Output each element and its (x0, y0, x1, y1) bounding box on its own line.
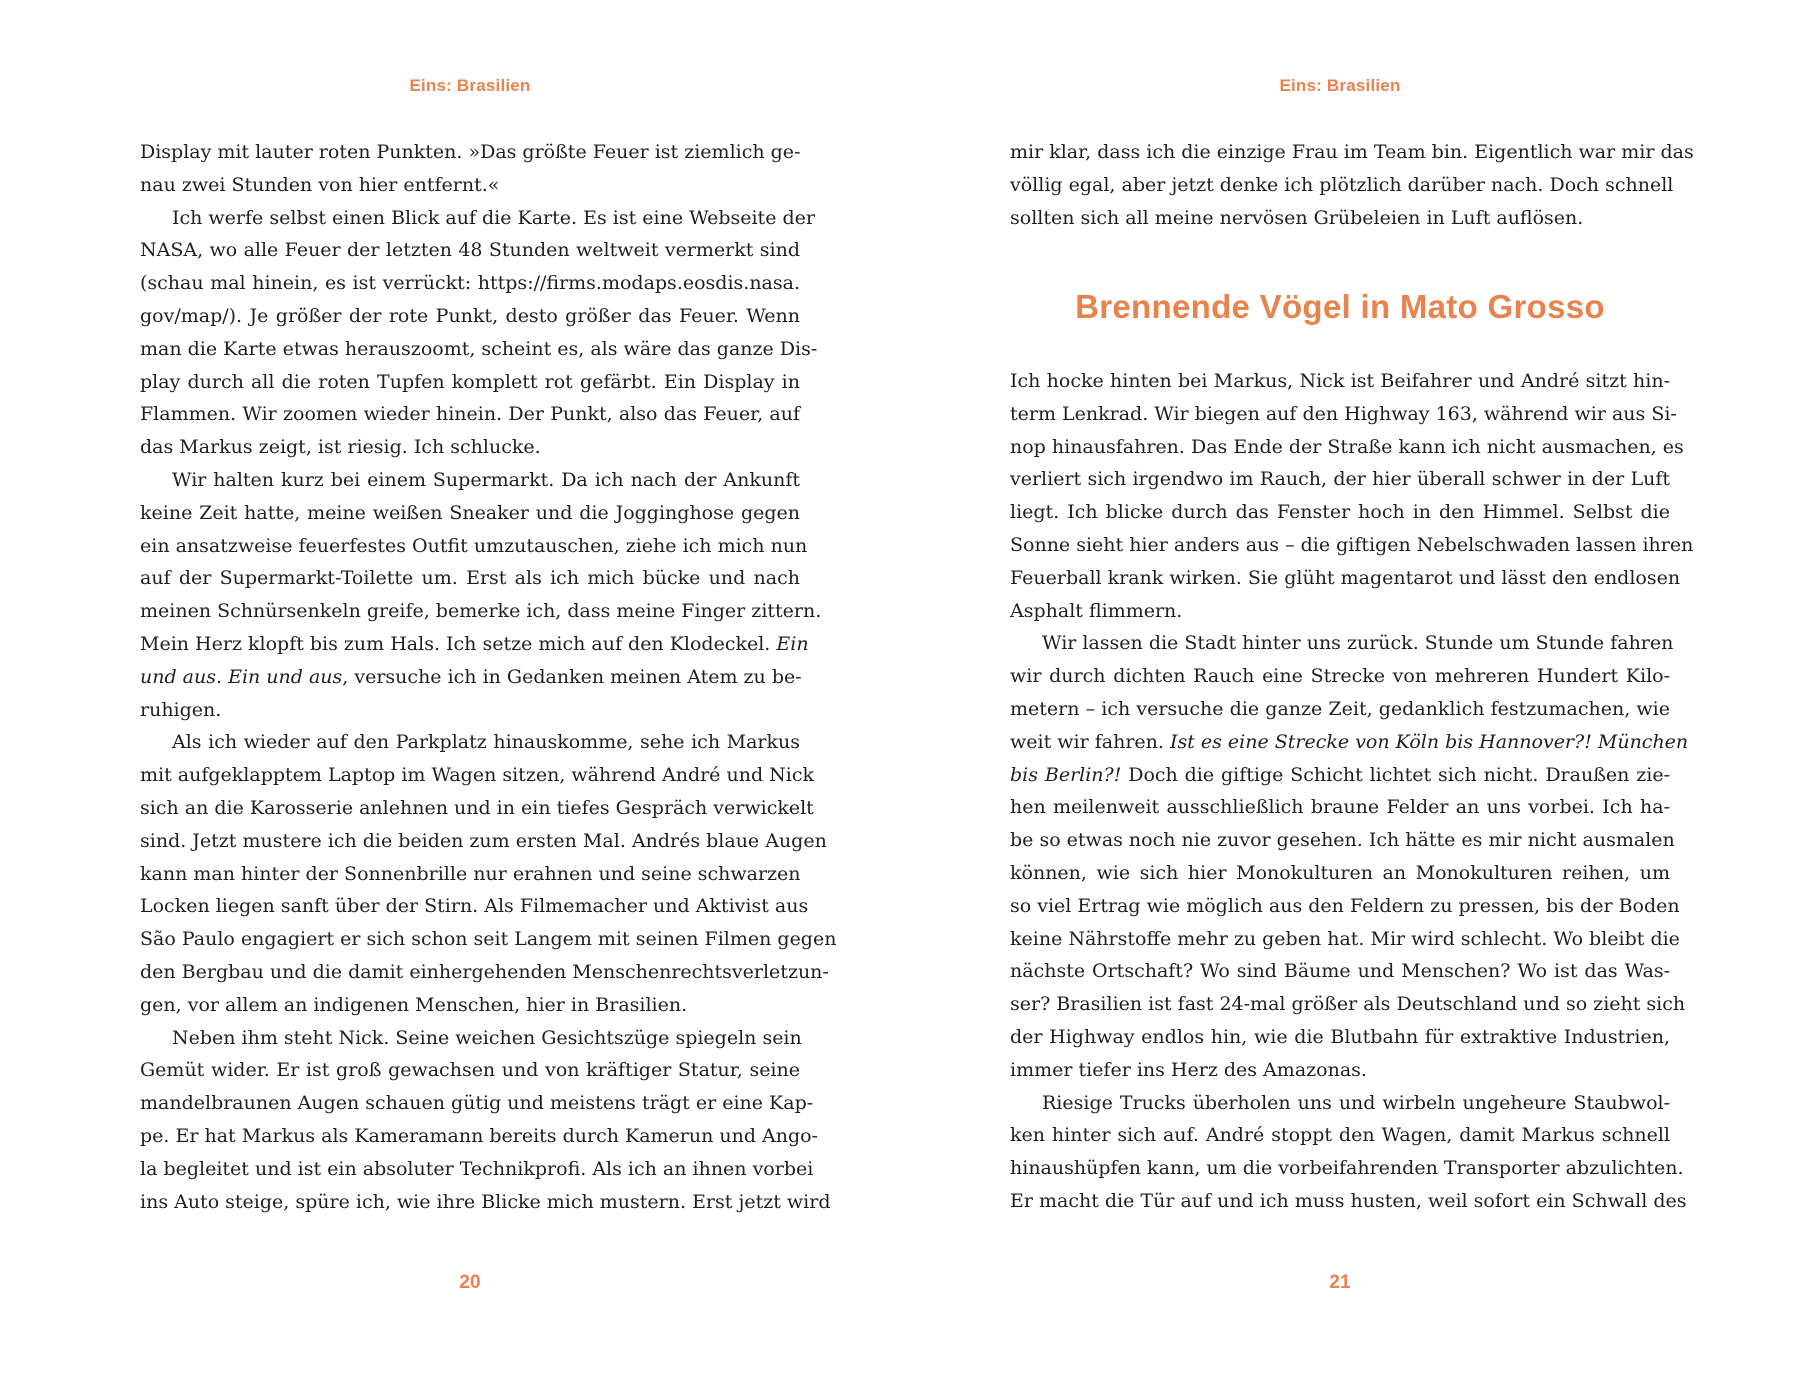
text-run: weit wir fahren. (1010, 730, 1170, 753)
text-run: meinen Schnürsenkeln greife, bemerke ich, dass meine Finger zittern. (140, 600, 822, 623)
text-run: hen meilenweit ausschließlich braune Felder an uns vorbei. Ich ha- (1010, 796, 1670, 819)
text-run: keine Nährstoffe mehr zu geben hat. Mir wird schlecht. Wo bleibt die (1010, 927, 1680, 950)
text-run: hinaushüpfen kann, um die vorbeifahrenden Transporter abzulichten. (1010, 1157, 1684, 1180)
text-line (1010, 1021, 1670, 1054)
text-line (140, 628, 809, 661)
text-run: sind. Jetzt mustere ich die beiden zum ersten Mal. Andrés blaue Augen (140, 829, 827, 852)
text-run: ein ansatzweise feuerfestes Outfit umzutauschen, ziehe ich mich nun (140, 534, 808, 557)
text-line (140, 694, 800, 727)
text-line (140, 595, 822, 628)
text-run: Flammen. Wir zoomen wieder hinein. Der Punkt, also das Feuer, auf (140, 403, 800, 426)
text-run: ken hinter sich auf. André stoppt den Wagen, damit Markus schnell (1010, 1124, 1670, 1147)
text-line (1010, 726, 1689, 759)
text-run: Wir lassen die Stadt hinter uns zurück. Stunde um Stunde fahren (1042, 632, 1674, 655)
text-line (1010, 759, 1670, 792)
text-run: Asphalt flimmern. (1010, 599, 1183, 622)
text-run: ins Auto steige, spüre ich, wie ihre Blicke mich mustern. Erst jetzt wird (140, 1190, 831, 1213)
text-line (1010, 1152, 1684, 1185)
italic-text: Ein (776, 632, 809, 655)
text-run: NASA, wo alle Feuer der letzten 48 Stunden weltweit vermerkt sind (140, 239, 800, 262)
text-run: den Bergbau und die damit einhergehenden Menschenrechtsverletzun- (140, 960, 829, 983)
section-heading: Brennende Vögel in Mato Grosso (1075, 288, 1605, 325)
text-line (1010, 1087, 1670, 1120)
text-run: Feuerball krank wirken. Sie glüht magentarot und lässt den endlosen (1010, 566, 1681, 589)
text-run: keine Zeit hatte, meine weißen Sneaker und die Jogginghose gegen (140, 501, 800, 524)
text-run: Wir halten kurz bei einem Supermarkt. Da ich nach der Ankunft (172, 468, 800, 491)
text-run: das Markus zeigt, ist riesig. Ich schlucke. (140, 436, 541, 459)
text-run: wir durch dichten Rauch eine Strecke von mehreren Hundert Kilo- (1010, 665, 1670, 688)
text-line (140, 792, 814, 825)
text-run: Sonne sieht hier anders aus – die giftigen Nebelschwaden lassen ihren (1010, 533, 1694, 556)
text-line (140, 661, 800, 694)
text-line (1010, 202, 1670, 235)
text-line (1010, 923, 1680, 956)
text-line (1010, 169, 1674, 202)
italic-text: und aus. Ein und aus (140, 665, 343, 688)
text-line (140, 464, 800, 497)
text-run: Neben ihm steht Nick. Seine weichen Gesichtszüge spiegeln sein (172, 1026, 802, 1049)
text-run: sollten sich all meine nervösen Grübeleien in Luft auflösen. (1010, 206, 1584, 229)
body-text (140, 136, 837, 1218)
text-line (1010, 988, 1686, 1021)
text-line (140, 1054, 800, 1087)
text-run: la begleitet und ist ein absoluter Technikprofi. Als ich an ihnen vorbei (140, 1157, 814, 1180)
text-run: mandelbraunen Augen schauen gütig und meistens trägt er eine Kap- (140, 1092, 814, 1115)
text-run: Ich hocke hinten bei Markus, Nick ist Beifahrer und André sitzt hin- (1010, 370, 1670, 392)
text-run: auf der Supermarkt-Toilette um. Erst als ich mich bücke und nach (140, 567, 800, 590)
text-run: kann man hinter der Sonnenbrille nur erahnen und seine schwarzen (140, 862, 801, 885)
text-run: sich an die Karosserie anlehnen und in ein tiefes Gespräch verwickelt (140, 796, 814, 819)
text-run: Riesige Trucks überholen uns und wirbeln ungeheure Staubwol- (1042, 1091, 1670, 1114)
text-line (140, 923, 837, 956)
text-run: Gemüt wider. Er ist groß gewachsen und von kräftiger Statur, seine (140, 1059, 800, 1082)
text-line (1010, 627, 1674, 660)
body-text-section (1010, 365, 1694, 1218)
text-line (1010, 529, 1694, 562)
text-run: Ich werfe selbst einen Blick auf die Karte. Es ist eine Webseite der (172, 206, 815, 229)
text-run: mir klar, dass ich die einzige Frau im Team bin. Eigentlich war mir das (1010, 141, 1694, 163)
text-line (140, 1186, 831, 1219)
text-run: São Paulo engagiert er sich schon seit Langem mit seinen Filmen gegen (140, 928, 837, 951)
text-run: können, wie sich hier Monokulturen an Monokulturen reihen, um (1010, 861, 1670, 884)
running-head: Eins: Brasilien (1279, 76, 1401, 95)
text-line (140, 759, 814, 792)
text-line (140, 300, 800, 333)
text-line (1010, 562, 1681, 595)
text-run: (schau mal hinein, es ist verrückt: https://firms.modaps.eosdis.nasa. (140, 272, 800, 295)
text-line (140, 398, 800, 431)
text-line (140, 825, 827, 858)
text-run: metern – ich versuche die ganze Zeit, gedanklich festzumachen, wie (1010, 697, 1670, 720)
text-line (140, 858, 800, 891)
right-page (1010, 0, 1694, 1390)
text-line (1010, 463, 1670, 496)
text-run: term Lenkrad. Wir biegen auf den Highway 163, während wir aus Si- (1010, 402, 1677, 425)
text-line (140, 956, 829, 989)
text-line (140, 530, 808, 563)
text-line (1010, 1054, 1670, 1087)
text-run: mit aufgeklapptem Laptop im Wagen sitzen, während André und Nick (140, 764, 814, 787)
text-line (140, 890, 809, 923)
text-line (1010, 955, 1670, 988)
text-run: gen, vor allem an indigenen Menschen, hier in Brasilien. (140, 993, 688, 1016)
text-run: man die Karte etwas herauszoomt, scheint es, als wäre das ganze Dis- (140, 337, 818, 360)
text-run: liegt. Ich blicke durch das Fenster hoch in den Himmel. Selbst die (1010, 501, 1670, 524)
text-run: be so etwas noch nie zuvor gesehen. Ich hätte es mir nicht ausmalen (1010, 829, 1675, 852)
text-run: der Highway endlos hin, wie die Blutbahn für extraktive Industrien, (1010, 1025, 1670, 1048)
page-number: 21 (1329, 1272, 1351, 1293)
text-run: pe. Er hat Markus als Kameramann bereits durch Kamerun und Ango- (140, 1124, 819, 1147)
text-line (140, 366, 800, 399)
italic-text: Ist es eine Strecke von Köln bis Hannover?! München (1169, 730, 1689, 753)
text-run: ser? Brasilien ist fast 24-mal größer als Deutschland und so zieht sich (1010, 993, 1686, 1016)
text-line (1010, 857, 1670, 890)
text-run: so viel Ertrag wie möglich aus den Feldern zu pressen, bis der Boden (1010, 894, 1680, 917)
text-line (140, 202, 815, 235)
text-run: völlig egal, aber jetzt denke ich plötzlich darüber nach. Doch schnell (1010, 173, 1674, 196)
text-line (1010, 660, 1670, 693)
text-line (140, 726, 800, 759)
text-run: Display mit lauter roten Punkten. »Das größte Feuer ist ziemlich ge- (140, 141, 801, 163)
text-line (1010, 398, 1677, 431)
text-run: Mein Herz klopft bis zum Hals. Ich setze mich auf den Klodeckel. (140, 632, 777, 655)
left-page (140, 0, 837, 1390)
text-run: play durch all die roten Tupfen komplett rot gefärbt. Ein Display in (140, 370, 800, 393)
text-run: nau zwei Stunden von hier entfernt.« (140, 173, 500, 196)
text-line (140, 169, 800, 202)
text-run: gov/map/). Je größer der rote Punkt, desto größer das Feuer. Wenn (140, 304, 800, 327)
page-number: 20 (459, 1272, 481, 1293)
text-line (140, 1153, 814, 1186)
text-line (140, 989, 800, 1022)
body-text-continued (1010, 136, 1694, 234)
text-line (140, 267, 800, 300)
text-line (1010, 595, 1670, 628)
text-line (140, 431, 800, 464)
text-line (1010, 693, 1670, 726)
text-run: Doch die giftige Schicht lichtet sich nicht. Draußen zie- (1121, 763, 1670, 786)
text-run: Als ich wieder auf den Parkplatz hinauskomme, sehe ich Markus (172, 731, 800, 754)
text-line (1010, 365, 1670, 398)
text-line (1010, 1119, 1670, 1152)
text-run: Locken liegen sanft über der Stirn. Als Filmemacher und Aktivist aus (140, 895, 809, 918)
text-line (1010, 136, 1694, 169)
text-line (140, 1087, 814, 1120)
text-line (140, 1120, 819, 1153)
text-run: nop hinausfahren. Das Ende der Straße kann ich nicht ausmachen, es (1010, 435, 1684, 458)
running-head: Eins: Brasilien (409, 76, 531, 95)
text-run: ruhigen. (140, 698, 222, 721)
text-line (140, 234, 800, 267)
italic-text: bis Berlin?! (1010, 763, 1122, 786)
text-line (140, 1022, 800, 1055)
text-line (140, 136, 800, 169)
text-run: , versuche ich in Gedanken meinen Atem zu be- (342, 665, 802, 688)
text-run: nächste Ortschaft? Wo sind Bäume und Menschen? Wo ist das Was- (1010, 960, 1670, 983)
text-line (1010, 431, 1684, 464)
text-run: Er macht die Tür auf und ich muss husten, weil sofort ein Schwall des (1010, 1189, 1687, 1212)
text-line (1010, 791, 1670, 824)
text-line (1010, 496, 1670, 529)
text-line (140, 562, 800, 595)
text-run: immer tiefer ins Herz des Amazonas. (1010, 1058, 1367, 1081)
text-line (1010, 824, 1675, 857)
text-run: verliert sich irgendwo im Rauch, der hier überall schwer in der Luft (1010, 468, 1670, 491)
text-line (1010, 890, 1680, 923)
text-line (1010, 1185, 1687, 1218)
text-line (140, 497, 800, 530)
text-line (140, 333, 818, 366)
